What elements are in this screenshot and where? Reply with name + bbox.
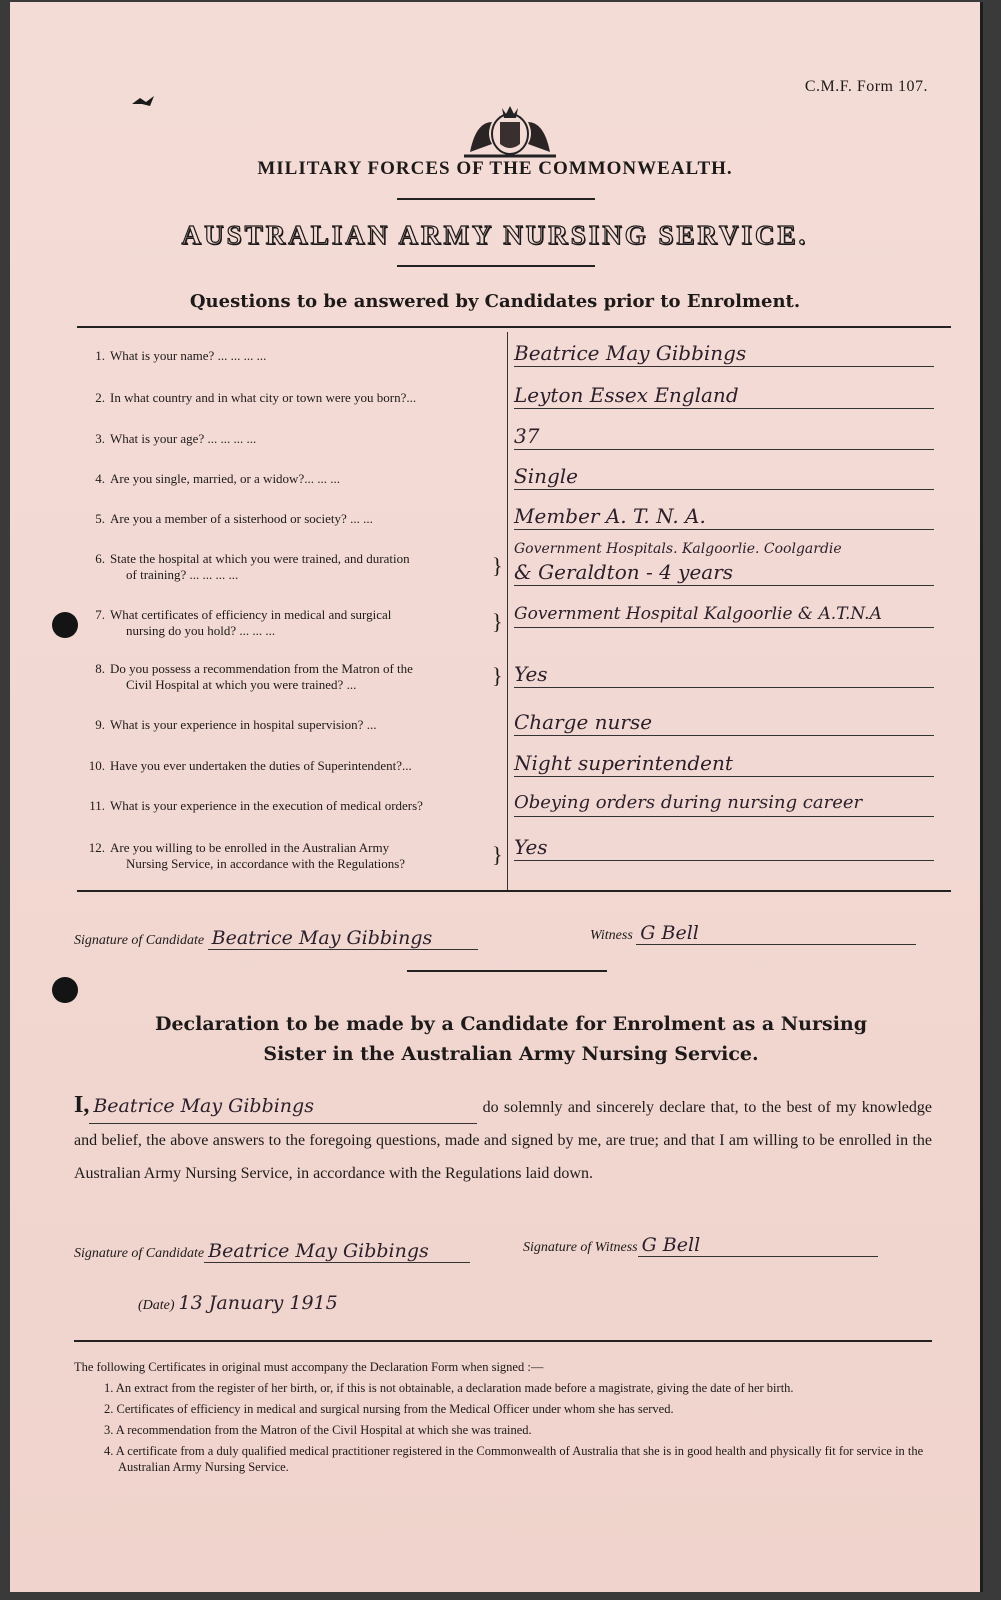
table-bottom-rule [77,890,951,892]
brace: } [492,609,503,634]
column-divider [507,332,508,890]
certificate-item: 4. A certificate from a duly qualified medical practitioner registered in the Commonwealth of Australia that she is in good health and physically fit for service in the Australian Army Nursing Service. [104,1444,924,1474]
service-heading: AUSTRALIAN ARMY NURSING SERVICE. [181,220,809,250]
answer-field: Night superintendent [514,750,934,777]
candidate-signature-row [74,927,478,950]
table-top-rule [77,326,951,328]
certificates-list [74,1359,934,1475]
witness-label: Signature of Witness [523,1240,638,1255]
answer-field: 37 [514,423,934,450]
question-text: 9. What is your experience in hospital supervision? ... [95,717,377,732]
divider [397,198,595,200]
witness-signature-row [590,922,916,945]
question-text: 12. Are you willing to be enrolled in the Australian Army Nursing Service, in accordance with the Regulations? [88,840,406,871]
date-row [138,1292,409,1314]
brace: } [492,663,503,688]
question-text: 1. What is your name? ... ... ... ... [95,348,267,363]
declarant-name: Beatrice May Gibbings [89,1090,477,1124]
declaration-witness-signature-row [523,1234,878,1257]
question-text: 4. Are you single, married, or a widow?... ... ... [95,471,340,486]
question-text: 5. Are you a member of a sisterhood or society? ... ... [95,511,373,526]
answer-field: Leyton Essex England [514,382,934,409]
answer-field: Government Hospital Kalgoorlie & A.T.N.A [514,601,934,628]
divider [74,1340,932,1342]
candidate-signature: Beatrice May Gibbings [204,1240,470,1263]
question-text: 3. What is your age? ... ... ... ... [95,431,257,446]
answer-field: Single [514,463,934,490]
answer-field: Member A. T. N. A. [514,503,934,530]
declaration-candidate-signature-row [74,1240,470,1263]
divider [407,970,607,972]
question-text: 2. In what country and in what city or town were you born?... [95,390,417,405]
witness-signature: G Bell [638,1234,878,1257]
declaration-heading-line: Sister in the Australian Army Nursing Service. [263,1043,759,1065]
date-label: (Date) [138,1298,175,1313]
ink-mark-icon [126,90,162,114]
question-text: 8. Do you possess a recommendation from the Matron of the Civil Hospital at which you were trained? ... [95,661,413,692]
declaration-body: do solemnly and sincerely declare that, to the best of my knowledge and belief, the above answers to the foregoing questions, made and signed by me, are true; and that I am willing to be enrolled in the Australian Army Nursing Service, in accordance with the Regulations laid down. [74,1099,933,1182]
form-number: C.M.F. Form 107. [804,78,928,95]
questions-table [77,332,951,890]
certificate-item: 2. Certificates of efficiency in medical and surgical nursing from the Medical Officer under whom she has served. [104,1402,674,1416]
royal-coat-of-arms-icon [450,94,570,160]
answer-field: & Geraldton - 4 years [514,559,934,586]
date-value: 13 January 1915 [178,1292,338,1314]
answer-field: Government Hospitals. Kalgoorlie. Coolgardie [514,541,842,557]
declaration-text [74,1089,932,1190]
declaration-prefix: I, [74,1092,90,1118]
candidate-signature: Beatrice May Gibbings [208,927,478,950]
candidate-signature-label: Signature of Candidate [74,1246,205,1261]
question-text: 6. State the hospital at which you were trained, and duration of training? ... ... ... ... [95,551,410,582]
certificate-item: 3. A recommendation from the Matron of the Civil Hospital at which she was trained. [104,1423,532,1437]
question-text: 7. What certificates of efficiency in medical and surgical nursing do you hold? ... ... ... [95,607,392,638]
answer-field: Yes [514,834,934,861]
brace: } [492,842,503,867]
candidate-signature-label: Signature of Candidate [74,933,205,948]
punch-hole [52,977,78,1003]
questions-heading: Questions to be answered by Candidates prior to Enrolment. [189,291,801,312]
declaration-heading-line: Declaration to be made by a Candidate for Enrolment as a Nursing [154,1013,868,1035]
answer-field: Yes [514,661,934,688]
form-page [10,2,983,1592]
organisation-heading: MILITARY FORCES OF THE COMMONWEALTH. [257,158,733,179]
certificates-intro: The following Certificates in original must accompany the Declaration Form when signed :— [74,1360,544,1374]
declaration-heading [74,1009,948,1069]
answer-field: Charge nurse [514,709,934,736]
answer-field: Beatrice May Gibbings [514,340,934,367]
brace: } [492,553,503,578]
question-text: 10. Have you ever undertaken the duties of Superintendent?... [88,758,412,773]
punch-hole [52,612,78,638]
divider [397,265,595,267]
question-text: 11. What is your experience in the execution of medical orders? [89,798,423,813]
answer-field: Obeying orders during nursing career [514,790,934,817]
witness-label: Witness [590,928,633,943]
witness-signature: G Bell [636,922,916,945]
certificate-item: 1. An extract from the register of her birth, or, if this is not obtainable, a declaration made before a magistrate, giving the date of her birth. [104,1381,794,1395]
